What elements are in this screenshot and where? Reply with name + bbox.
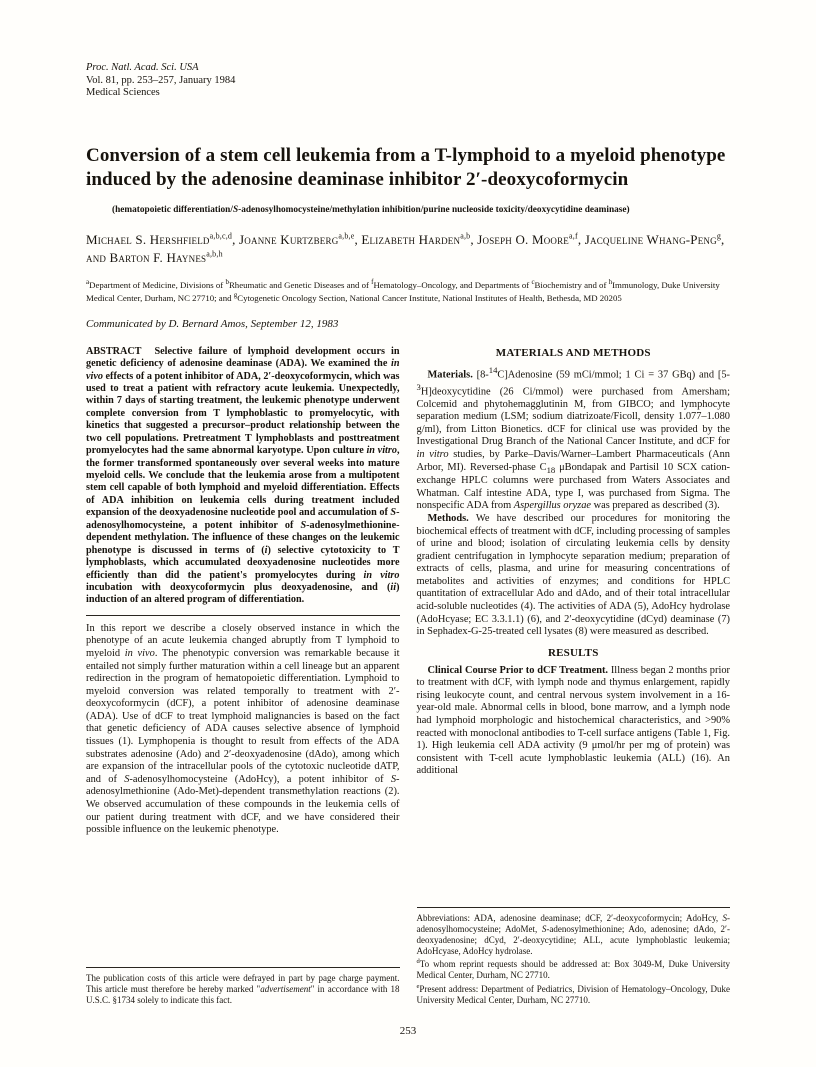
page-number: 253 — [399, 1025, 417, 1037]
affiliations: $^a$Department of Medicine, Divisions of $^b$Rheumatic and Genetic Diseases and of $^f$Hematology–Oncology, and Departments of $^c$Biochemistry and of $^h$Immunology, Duke University Medical Center, Durham, NC 27710; and $^g$Cytogenetic Oncology Section, National Cancer Institute, National Institutes of Health, Bethesda, MD 20205 — [86, 277, 720, 304]
abstract-divider-rule — [86, 615, 400, 616]
abstract-label: ABSTRACT — [86, 345, 142, 357]
present-address-footnote: $^e$Present address: Department of Pediatrics, Division of Hematology–Oncology, Duke University Medical Center, Durham, NC 27710. — [416, 983, 730, 1005]
journal-volume-line: Vol. 81, pp. 253–257, January 1984 — [86, 74, 236, 86]
article-title: Conversion of a stem cell leukemia from a T-lymphoid to a myeloid phenotype induced by the adenosine deaminase inhibitor 2′-deoxycoformycin — [86, 144, 726, 191]
article-keywords: (hematopoietic differentiation/S-adenosylhomocysteine/methylation inhibition/purine nucleoside toxicity/deoxycytidine deaminase) — [112, 205, 630, 216]
abstract-paragraph — [86, 346, 400, 607]
materials-paragraph: Materials. [8-$^{14}$C]Adenosine (59 mCi/mmol; 1 Ci = 37 GBq) and [5-$^3$H]deoxycytidine (26 Ci/mmol) were purchased from Amersham; Colcemid and phytohemagglutinin M, from GIBCO; and lymphocyte separation medium (LSM; sodium diatrizoate/Ficoll, density 1.077–1.080 g/ml), from Litton Bionetics. dCF for clinical use was provided by the Investigational Drug Branch of the National Cancer Institute, and dCF for in vitro studies, by Parke–Davis/Warner–Lambert Pharmaceuticals (Ann Arbor, MI). Reversed-phase $C_{18}$ μBondapak and Partisil 10 SCX cation-exchange HPLC columns were purchased from Waters Associates and Whatman. Calf intestine ADA, type I, was purchased from Sigma. The nonspecific ADA from Aspergillus oryzae was prepared as described (3). — [416, 364, 731, 512]
left-footnote-block — [86, 957, 400, 1007]
reprint-requests-footnote: $^d$To whom reprint requests should be addressed at: Box 3049-M, Duke University Medical Center, Durham, NC 27710. — [416, 958, 730, 981]
left-column — [86, 346, 400, 1008]
publication-costs-footnote: The publication costs of this article were defrayed in part by page charge payment. This article must therefore be hereby marked "advertisement" in accordance with 18 U.S.C. §1734 solely to indicate this fact. — [86, 973, 400, 1005]
right-footnote-rule — [417, 907, 731, 908]
left-footnote-rule — [86, 967, 400, 968]
two-column-body — [86, 346, 730, 1008]
right-footnote-block — [417, 897, 731, 1007]
journal-name: Proc. Natl. Acad. Sci. USA — [86, 62, 199, 73]
abbreviations-footnote: Abbreviations: ADA, adenosine deaminase; dCF, 2′-deoxycoformycin; AdoHcy, S-adenosylhomocysteine; AdoMet, S-adenosylmethionine; Ado, adenosine; dAdo, 2′-deoxyadenosine; dCyd, 2′-deoxycytidine; ALL, acute lymphoblastic leukemia; AdoHcyase, AdoHcy hydrolase. — [416, 913, 730, 956]
materials-methods-heading: MATERIALS AND METHODS — [495, 346, 651, 359]
journal-masthead — [86, 62, 730, 100]
author-list: Michael S. Hershfield$^{a,b,c,d}$, Joanne Kurtzberg$^{a,b,e}$, Elizabeth Harden$^{a,b}$, Joseph O. Moore$^{a,f}$, Jacqueline Whang-Peng$^g$, and Barton F. Haynes$^{a,b,h}$ — [86, 232, 725, 266]
journal-section: Medical Sciences — [86, 87, 160, 99]
abstract-text: Selective failure of lymphoid development occurs in genetic deficiency of adenosine deaminase (ADA). We examined the in vivo effects of a potent inhibitor of ADA, 2′-deoxycoformycin, which was used to treat a patient with refractory acute leukemia. Unexpectedly, within 7 days of starting treatment, the leukemic phenotype underwent complete conversion from T lymphoblastic to promyelocytic, with kinetics that suggested a precursor–product relationship between the two cell populations. Pretreatment T lymphoblasts and posttreatment promyelocytes had the same abnormal karyotype. Upon culture in vitro, the former transformed spontaneously over several weeks into mature myeloid cells. We conclude that the leukemia arose from a multipotent stem cell capable of both lymphoid and myeloid differentiation. Effects of ADA inhibition on leukemia cells during treatment included expansion of the deoxyadenosine nucleotide pool and accumulation of S-adenosylhomocysteine, a potent inhibitor of S-adenosylmethionine-dependent methylation. The influence of these changes on the leukemic phenotype is discussed in terms of (i) selective cytotoxicity to T lymphoblasts, which accumulated deoxyadenosine nucleotides more efficiently than did the patient's promyelocytes during in vitro incubation with deoxycoformycin plus deoxyadenosine, and (ii) induction of an altered program of differentiation. — [86, 345, 400, 606]
right-column — [417, 346, 731, 1008]
communicated-line: Communicated by D. Bernard Amos, September 12, 1983 — [86, 317, 339, 330]
methods-paragraph: Methods. We have described our procedures for monitoring the biochemical effects of treatment with dCF, including processing of samples of urine and blood; isolation of circulating leukemia cells by density gradient centrifugation in lymphocyte separation medium; preparation of extracts of cells, plasma, and urine for measuring concentrations of metabolites and activities of enzymes; and conditions for HPLC quantitation of extracellular Ado and dAdo, and of their total intracellular acid-soluble nucleotides (4). The activities of ADA (5), AdoHcy hydrolase (AdoHcyase; EC 3.3.1.1) (6), and 2′-deoxycytidine (dCyd) deaminase (7) in Sephadex-G-25-treated cell lysates (8) were measured as described. — [416, 512, 731, 638]
results-heading: RESULTS — [547, 646, 599, 659]
clinical-course-paragraph: Clinical Course Prior to dCF Treatment. Illness began 2 months prior to treatment with dCF, with lymph node and thymus enlargement, rapidly rising leukocyte count, and central nervous system involvement in a 16-year-old male. Abnormal cells in blood, bone marrow, and a lymph node had lymphoid morphologic and histochemical characteristics, and >90% reacted with monoclonal antibodies to T-cell surface antigens (Table 1, Fig. 1). High leukemia cell ADA activity (9 μmol/hr per mg of protein) was consistent with T-cell acute lymphoblastic leukemia (ALL) (16). An additional — [416, 664, 730, 777]
introduction-paragraph: In this report we describe a closely observed instance in which the phenotype of an acute leukemia changed abruptly from T lymphoid to myeloid in vivo. The phenotypic conversion was remarkable because it entailed not simply further maturation within a cell lineage but an apparent redirection in the program of hematopoietic differentiation. Lymphoid to myeloid conversion was related temporally to treatment with 2′-deoxycoformycin (dCF), a potent inhibitor of adenosine deaminase (ADA). Use of dCF to treat lymphoid malignancies is based on the fact that genetic deficiency of ADA causes selective absence of lymphoid tissues (1). Lymphopenia is thought to result from effects of the ADA substrates adenosine (Ado) and 2′-deoxyadenosine (dAdo), among which are expansion of the intracellular pools of the cytotoxic nucleotide dATP, and of S-adenosylhomocysteine (AdoHcy), a potent inhibitor of S-adenosylmethionine (Ado-Met)-dependent transmethylation reactions (2). We observed accumulation of these compounds in the leukemia cells of our patient during treatment with dCF, and we have considered their possible influence on the leukemic phenotype. — [86, 622, 400, 836]
